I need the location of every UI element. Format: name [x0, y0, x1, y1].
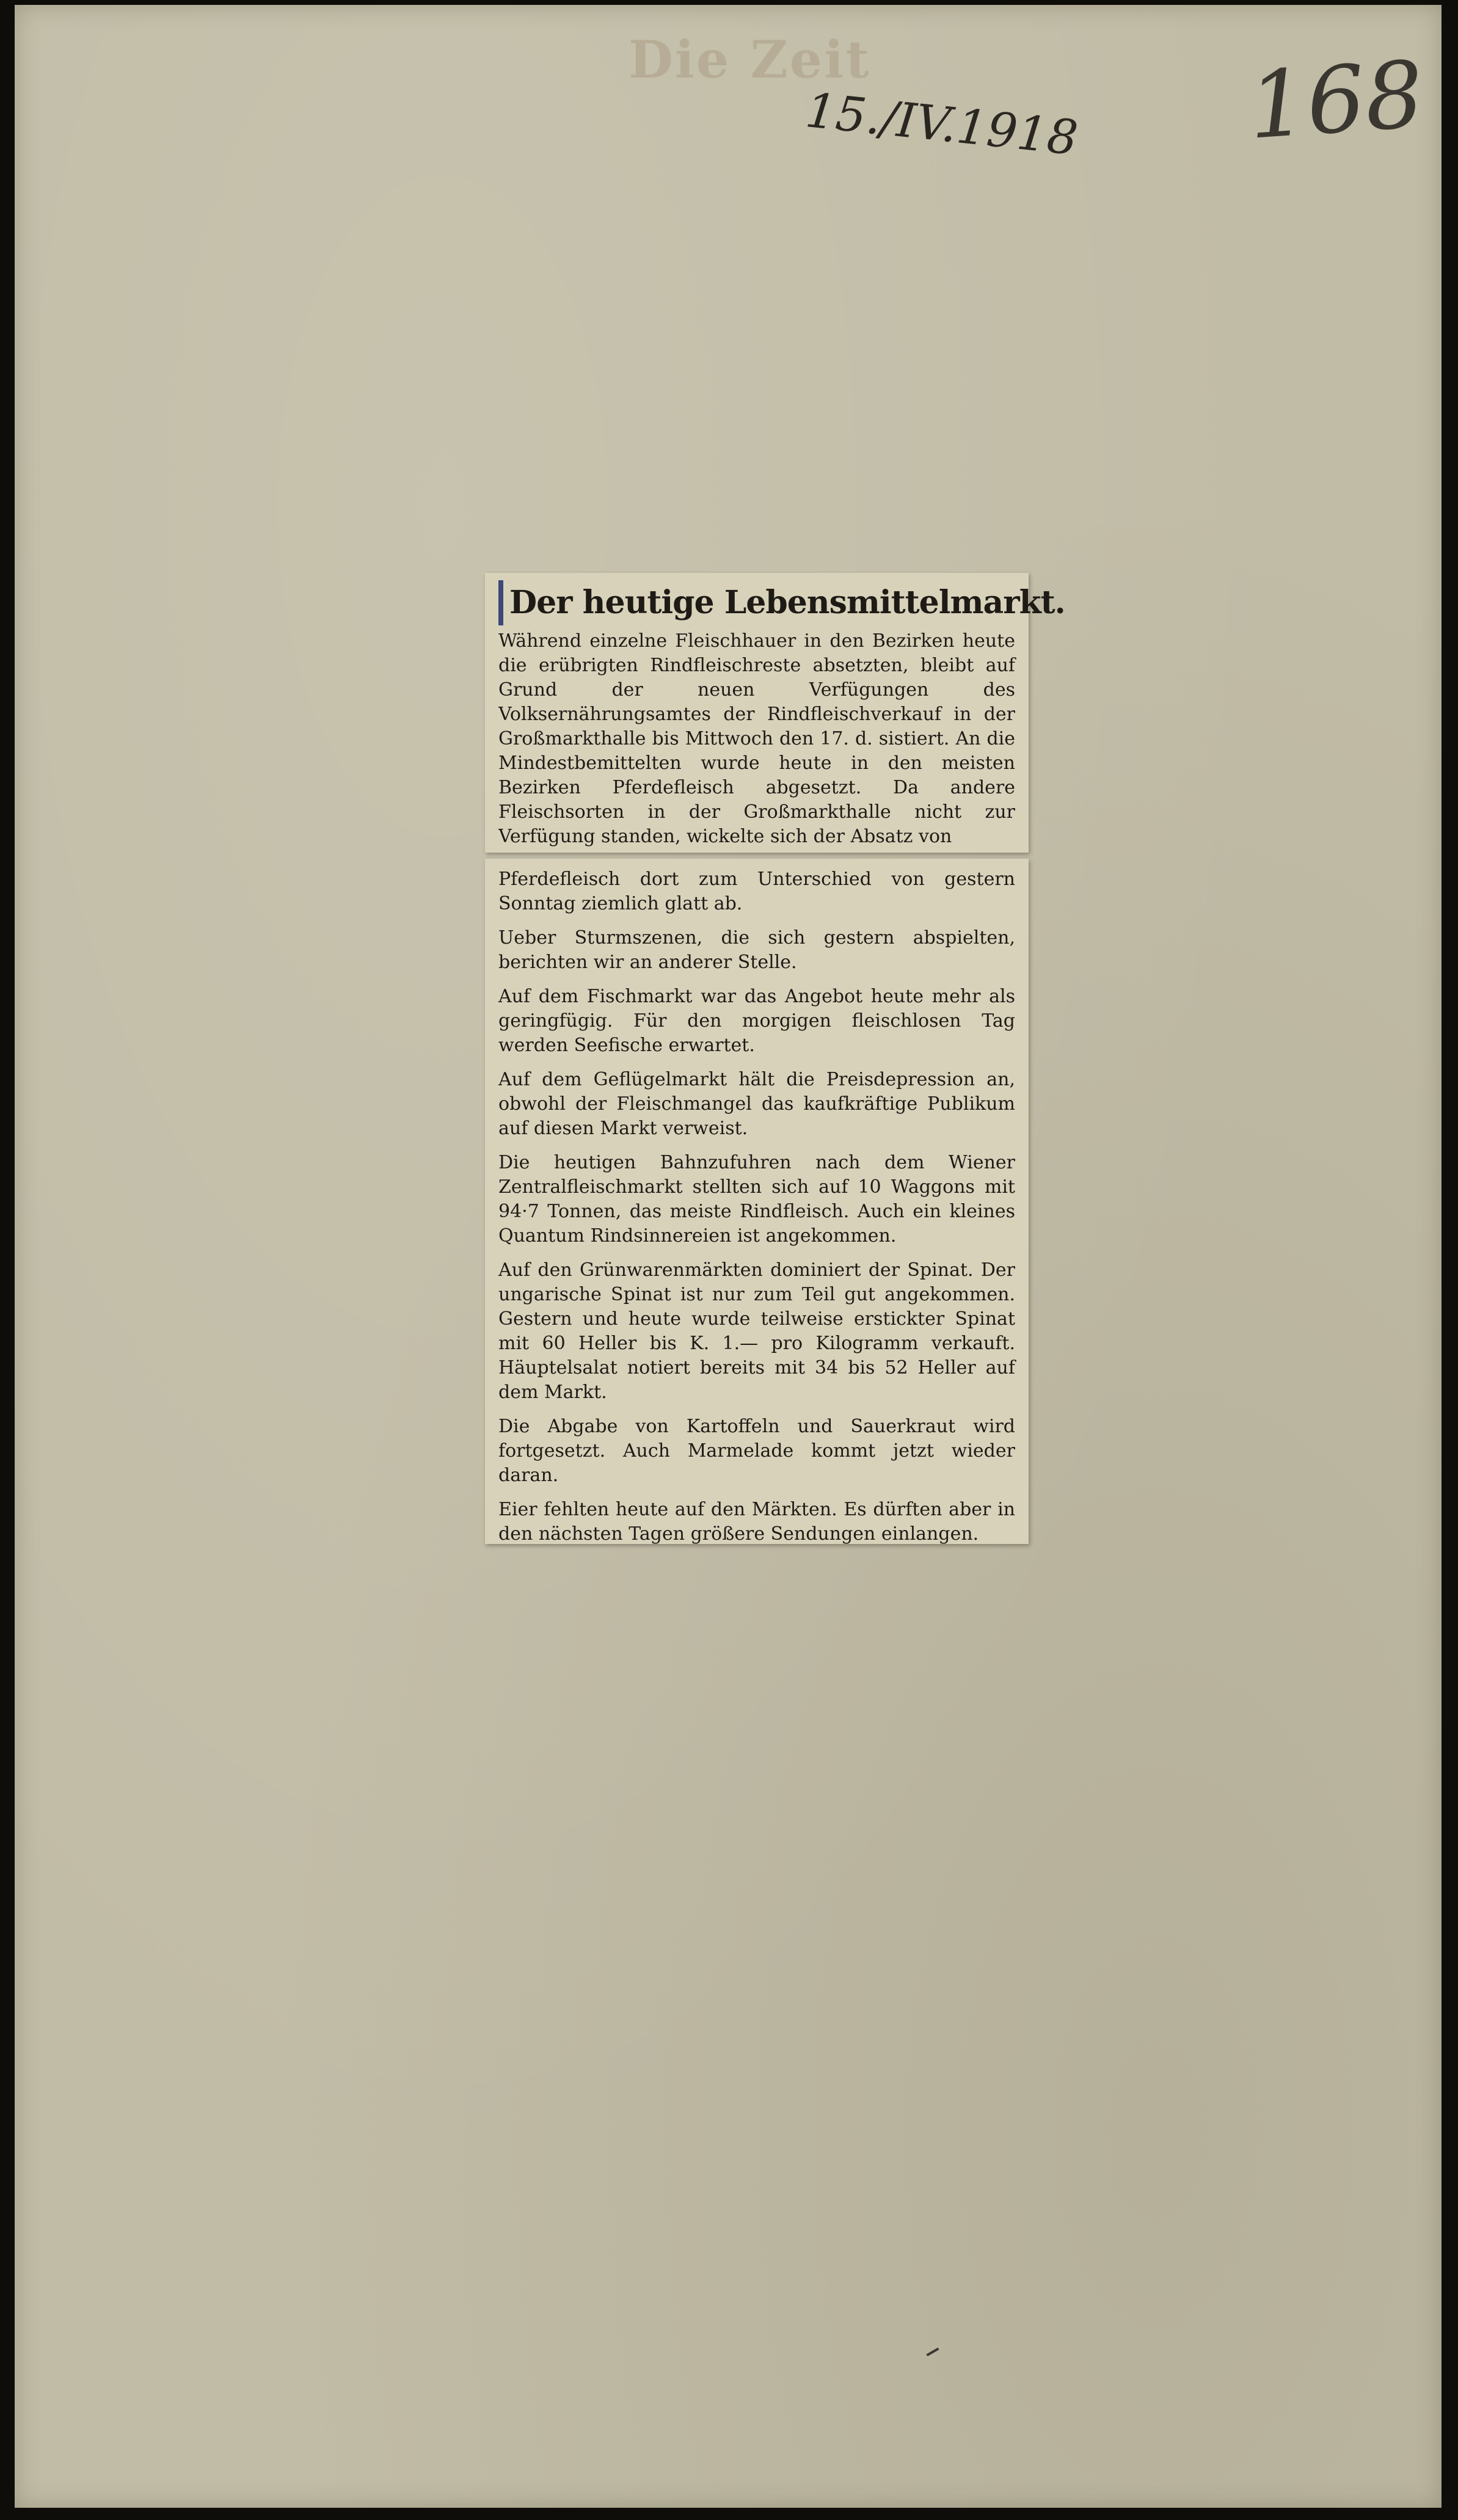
clipping-part-2 — [485, 859, 1029, 1544]
article-paragraph: Ueber Sturmszenen, die sich gestern abspielten, berichten wir an anderer Stelle. — [498, 927, 1015, 973]
article-paragraph: Die heutigen Bahnzufuhren nach dem Wiener Zentralfleischmarkt stellten sich auf 10 Waggons mit 94·7 Tonnen, das meiste Rindfleisch. Auch ein kleines Quantum Rindsinnereien ist angekommen. — [498, 1152, 1015, 1247]
folio-number: 168 — [1245, 42, 1427, 160]
article-paragraph: Pferdefleisch dort zum Unterschied von gestern Sonntag ziemlich glatt ab. — [498, 869, 1015, 914]
article-paragraph: Auf dem Fischmarkt war das Angebot heute mehr als geringfügig. Für den morgigen fleischlosen Tag werden Seefische erwartet. — [498, 986, 1015, 1056]
clipping-part-1 — [485, 573, 1065, 853]
article-headline: Der heutige Lebensmittelmarkt. — [498, 580, 1015, 625]
article-paragraph: Eier fehlten heute auf den Märkten. Es dürften aber in den nächsten Tagen größere Sendungen einlangen. — [498, 1499, 1015, 1545]
handwritten-date: 15./IV.1918 — [803, 83, 1081, 167]
article-paragraph: Auf dem Geflügelmarkt hält die Preisdepression an, obwohl der Fleischmangel das kaufkräftige Publikum auf diesen Markt verweist. — [498, 1069, 1015, 1139]
article-paragraph: Während einzelne Fleischhauer in den Bezirken heute die erübrigten Rindfleischreste absetzten, bleibt auf Grund der neuen Verfügungen des Volksernährungsamtes der Rindfleischverkauf in der Großmarkthalle bis Mittwoch den 17. d. sistiert. An die Mindestbemittelten wurde heute in den meisten Bezirken Pferdefleisch abgesetzt. Da andere Fleischsorten in der Großmarkthalle nicht zur Verfügung standen, wickelte sich der Absatz von — [498, 630, 1015, 847]
article-paragraph: Die Abgabe von Kartoffeln und Sauerkraut wird fortgesetzt. Auch Marmelade kommt jetzt wieder daran. — [498, 1416, 1015, 1486]
article-paragraph: Auf den Grünwarenmärkten dominiert der Spinat. Der ungarische Spinat ist nur zum Teil gut angekommen. Gestern und heute wurde teilweise erstickter Spinat mit 60 Heller bis K. 1.— pro Kilogramm verkauft. Häuptelsalat notiert bereits mit 34 bis 52 Heller auf dem Markt. — [498, 1259, 1015, 1403]
newspaper-stamp: Die Zeit — [629, 29, 871, 90]
pencil-mark — [926, 2348, 942, 2363]
archive-sheet — [15, 5, 1442, 2508]
